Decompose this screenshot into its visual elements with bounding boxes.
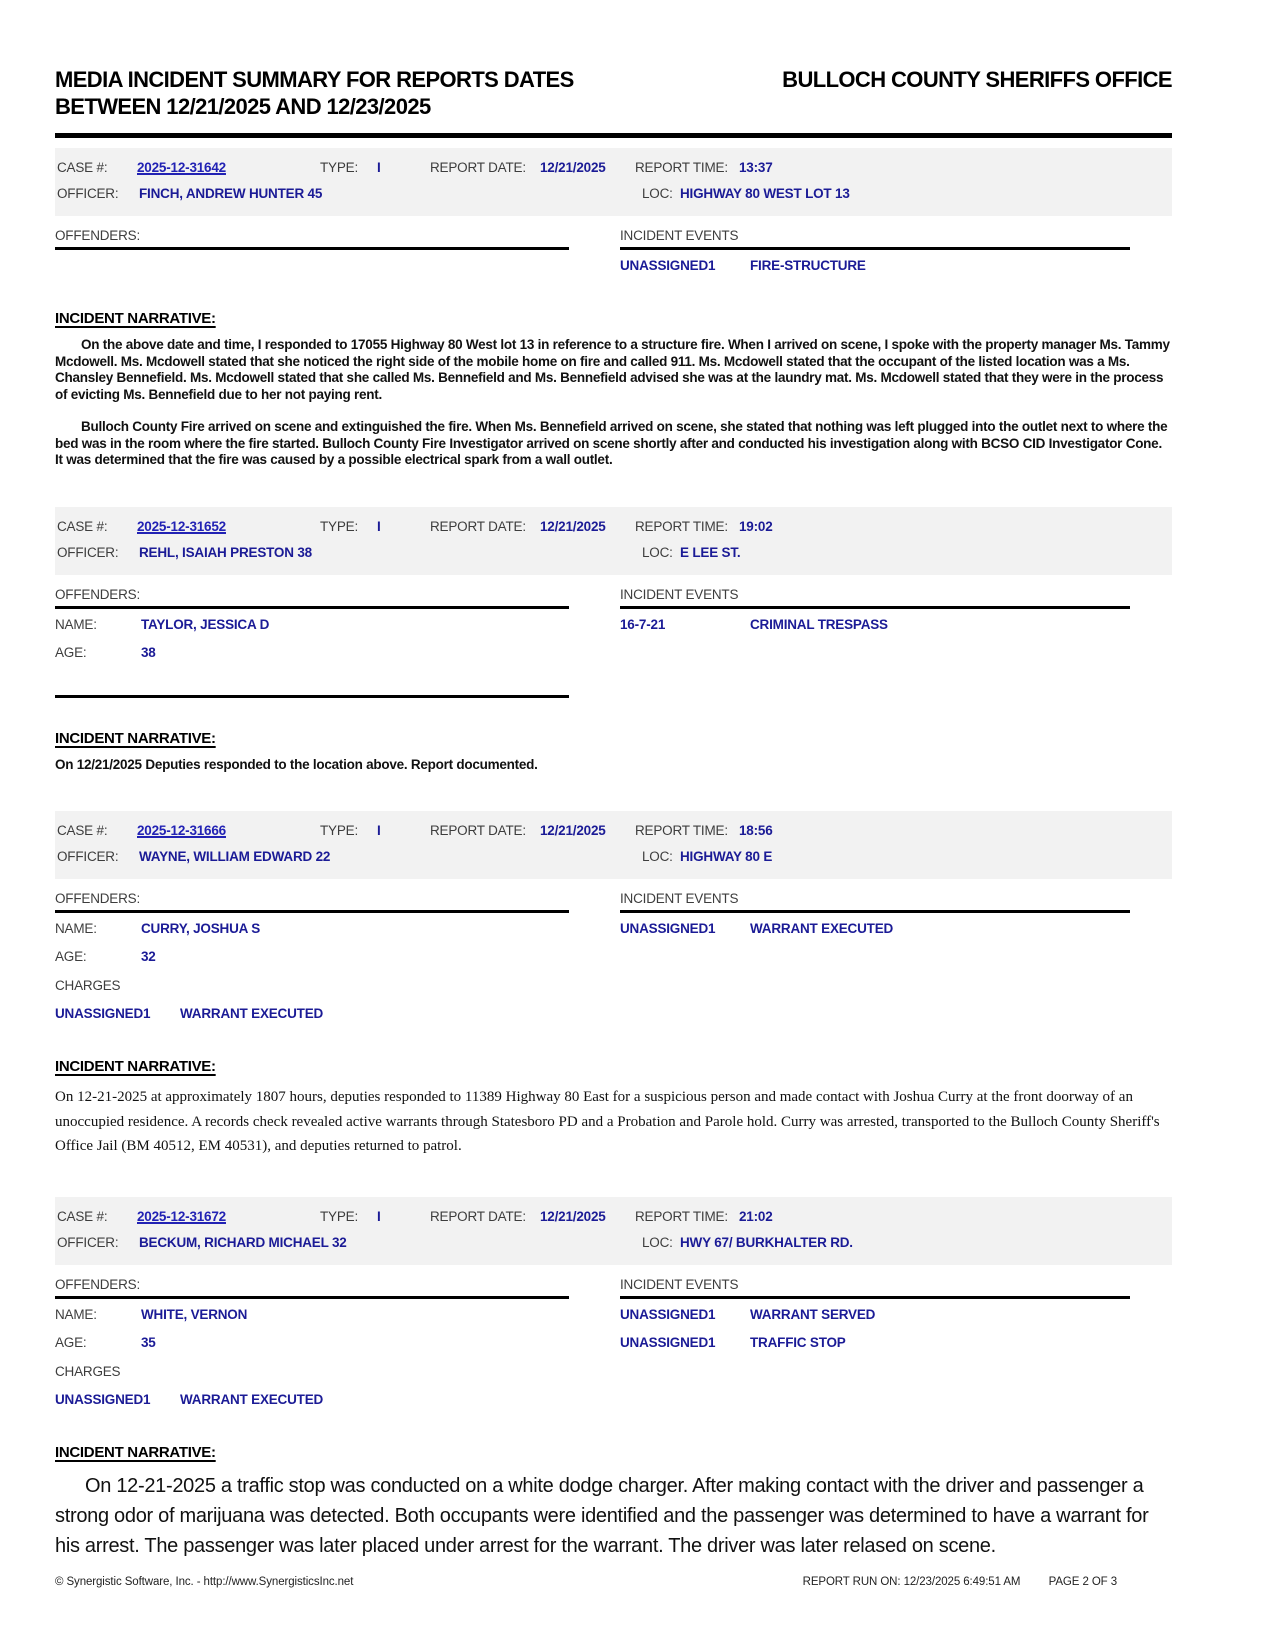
type-label: TYPE: <box>320 518 359 534</box>
offenders-column <box>55 227 620 278</box>
location-label: LOC: <box>642 544 673 560</box>
offender-name-row <box>55 916 620 941</box>
charge-description: WARRANT EXECUTED <box>180 1391 324 1407</box>
case-summary-band <box>55 148 1172 216</box>
report-time-value: 13:37 <box>739 160 773 175</box>
charge-code: UNASSIGNED1 <box>55 1006 151 1021</box>
events-column <box>620 227 1172 278</box>
narrative-paragraph: On 12-21-2025 a traffic stop was conducted on a white dodge charger. After making contact with the driver and passenger a strong odor of marijuana was detected. Both occupants were identified and the passenger was determined to have a warrant for his arrest. The passenger was later placed under arrest for the warrant. The driver was later relased on scene. <box>55 1474 1149 1557</box>
footer-report-run <box>803 1576 1117 1588</box>
location-value: HIGHWAY 80 WEST LOT 13 <box>680 186 850 201</box>
narrative-heading: INCIDENT NARRATIVE: <box>55 729 216 747</box>
name-label: NAME: <box>55 616 97 632</box>
offender-age-row <box>55 944 620 969</box>
event-description: CRIMINAL TRESPASS <box>750 616 888 632</box>
case-summary-band <box>55 1197 1172 1265</box>
report-time-value: 19:02 <box>739 518 773 534</box>
case-block-2 <box>55 507 1172 698</box>
case-number-label: CASE #: <box>57 160 108 175</box>
agency-name: BULLOCH COUNTY SHERIFFS OFFICE <box>782 67 1172 92</box>
offenders-rule <box>55 1296 569 1299</box>
report-time-label: REPORT TIME: <box>635 518 728 534</box>
offenders-rule <box>55 910 569 913</box>
case-number-label: CASE #: <box>57 823 108 838</box>
narrative-heading: INCIDENT NARRATIVE: <box>55 310 216 327</box>
header-rule <box>55 133 1172 138</box>
case-number-link[interactable]: 2025-12-31672 <box>137 1208 226 1224</box>
case-row-2 <box>57 181 1172 207</box>
officer-value: REHL, ISAIAH PRESTON 38 <box>139 544 312 560</box>
offenders-label: OFFENDERS: <box>55 891 141 906</box>
case-block-1 <box>55 148 1172 278</box>
offenders-label: OFFENDERS: <box>55 586 141 602</box>
age-label: AGE: <box>55 644 87 660</box>
offender-name-row <box>55 612 620 637</box>
events-rule <box>620 1296 1130 1299</box>
event-row <box>620 254 1172 278</box>
case-number-link[interactable]: 2025-12-31652 <box>137 518 226 534</box>
case-detail <box>55 586 1172 698</box>
narrative-paragraph: Bulloch County Fire arrived on scene and extinguished the fire. When Ms. Bennefield arrived on scene, she stated that nothing was left plugged into the outlet next to where the bed was in the room where the fire started. Bulloch County Fire Investigator arrived on scene shortly after and conducted his investigation along with BCSO CID Investigator Cone. It was determined that the fire was caused by a possible electrical spark from a wall outlet. <box>55 419 1168 467</box>
offenders-column <box>55 586 620 698</box>
narrative-paragraph: On 12-21-2025 at approximately 1807 hours, deputies responded to 11389 Highway 80 East for a suspicious person and made contact with Joshua Curry at the front doorway of an unoccupied residence. A records check revealed active warrants through Statesboro PD and a Probation and Parole hold. Curry was arrested, transported to the Bulloch County Sheriff's Office Jail (BM 40512, EM 40531), and deputies returned to patrol. <box>55 1089 1160 1154</box>
type-label: TYPE: <box>320 1208 359 1224</box>
charge-row <box>55 1001 620 1026</box>
report-time-value: 18:56 <box>739 823 773 838</box>
officer-label: OFFICER: <box>57 1234 119 1250</box>
event-description: WARRANT EXECUTED <box>750 921 894 936</box>
report-run-label: REPORT RUN ON: <box>802 1576 901 1588</box>
offender-age: 35 <box>141 1334 156 1350</box>
incident-narrative-1 <box>55 310 1172 469</box>
name-label: NAME: <box>55 1306 97 1322</box>
incident-events-label: INCIDENT EVENTS <box>620 1276 739 1292</box>
case-row-2 <box>57 844 1172 870</box>
charges-label: CHARGES <box>55 978 121 993</box>
report-title-line1: MEDIA INCIDENT SUMMARY FOR REPORTS DATES <box>55 67 574 92</box>
offenders-label: OFFENDERS: <box>55 228 141 243</box>
events-column <box>620 586 1172 698</box>
location-value: HIGHWAY 80 E <box>680 849 773 864</box>
case-number-link[interactable]: 2025-12-31642 <box>137 160 226 175</box>
incident-narrative-4 <box>55 1444 1172 1561</box>
case-detail <box>55 1276 1172 1412</box>
incident-narrative-2 <box>55 730 1172 774</box>
location-value: HWY 67/ BURKHALTER RD. <box>680 1234 853 1250</box>
officer-value: WAYNE, WILLIAM EDWARD 22 <box>139 849 331 864</box>
event-row <box>620 613 1172 637</box>
case-number-link[interactable]: 2025-12-31666 <box>137 823 226 838</box>
events-column <box>620 1276 1172 1412</box>
offenders-column <box>55 1276 620 1412</box>
offenders-rule <box>55 247 569 250</box>
case-row-1 <box>57 818 1172 844</box>
narrative-text <box>55 1471 1172 1561</box>
case-row-1 <box>57 1204 1172 1230</box>
report-time-value: 21:02 <box>739 1208 773 1224</box>
officer-label: OFFICER: <box>57 186 119 201</box>
events-column <box>620 890 1172 1026</box>
officer-label: OFFICER: <box>57 544 119 560</box>
incident-events-label: INCIDENT EVENTS <box>620 228 739 243</box>
officer-label: OFFICER: <box>57 849 119 864</box>
case-row-2 <box>57 540 1172 566</box>
offender-name-row <box>55 1302 620 1327</box>
case-detail <box>55 227 1172 278</box>
offender-age: 32 <box>141 949 156 964</box>
case-summary-band <box>55 811 1172 879</box>
case-block-4 <box>55 1197 1172 1412</box>
event-row <box>620 917 1172 941</box>
offender-age-row <box>55 640 620 665</box>
event-code: 16-7-21 <box>620 616 666 632</box>
type-value: I <box>377 160 381 175</box>
location-value: E LEE ST. <box>680 544 741 560</box>
name-label: NAME: <box>55 921 97 936</box>
location-label: LOC: <box>642 1234 673 1250</box>
narrative-paragraph: On the above date and time, I responded to 17055 Highway 80 West lot 13 in reference to a structure fire. When I arrived on scene, I spoke with the property manager Ms. Tammy Mcdowell. Ms. Mcdowell stated that she noticed the right side of the mobile home on fire and called 911. Ms. Mcdowell stated that the occupant of the listed location was a Ms. Chansley Bennefield. Ms. Mcdowell stated that she called Ms. Bennefield and Ms. Bennefield advised she was at the laundry mat. Ms. Mcdowell stated that they were in the process of evicting Ms. Bennefield due to her not paying rent. <box>55 337 1170 402</box>
report-date-value: 12/21/2025 <box>540 823 606 838</box>
age-label: AGE: <box>55 949 87 964</box>
location-label: LOC: <box>642 186 673 201</box>
type-value: I <box>377 823 381 838</box>
type-label: TYPE: <box>320 823 359 838</box>
case-number-label: CASE #: <box>57 518 108 534</box>
offenders-label: OFFENDERS: <box>55 1276 141 1292</box>
event-code: UNASSIGNED1 <box>620 921 716 936</box>
narrative-paragraph: On 12/21/2025 Deputies responded to the location above. Report documented. <box>55 756 538 772</box>
report-date-value: 12/21/2025 <box>540 160 606 175</box>
location-label: LOC: <box>642 849 673 864</box>
event-description: WARRANT SERVED <box>750 1306 876 1322</box>
offenders-closing-rule <box>55 695 569 698</box>
case-block-3 <box>55 811 1172 1026</box>
event-description: TRAFFIC STOP <box>750 1334 846 1350</box>
report-header <box>55 66 1172 120</box>
officer-value: BECKUM, RICHARD MICHAEL 32 <box>139 1234 347 1250</box>
charges-label: CHARGES <box>55 1363 121 1379</box>
incident-events-label: INCIDENT EVENTS <box>620 891 739 906</box>
report-time-label: REPORT TIME: <box>635 160 728 175</box>
charge-code: UNASSIGNED1 <box>55 1391 151 1407</box>
age-label: AGE: <box>55 1334 87 1350</box>
offender-age-row <box>55 1330 620 1355</box>
report-time-label: REPORT TIME: <box>635 1208 728 1224</box>
case-row-1 <box>57 514 1172 540</box>
event-code: UNASSIGNED1 <box>620 1306 716 1322</box>
event-row <box>620 1303 1172 1327</box>
events-rule <box>620 606 1130 609</box>
offenders-rule <box>55 606 569 609</box>
report-date-value: 12/21/2025 <box>540 1208 606 1224</box>
case-summary-band <box>55 507 1172 575</box>
report-date-label: REPORT DATE: <box>430 518 526 534</box>
report-time-label: REPORT TIME: <box>635 823 728 838</box>
case-row-2 <box>57 1230 1172 1256</box>
narrative-text <box>55 757 1172 774</box>
narrative-heading: INCIDENT NARRATIVE: <box>55 1443 216 1461</box>
offender-name: TAYLOR, JESSICA D <box>141 616 270 632</box>
offender-age: 38 <box>141 644 156 660</box>
report-run-datetime: 12/23/2025 6:49:51 AM <box>903 1576 1021 1588</box>
case-detail <box>55 890 1172 1026</box>
narrative-heading: INCIDENT NARRATIVE: <box>55 1058 216 1075</box>
event-row <box>620 1331 1172 1355</box>
report-title-line2: BETWEEN 12/21/2025 AND 12/23/2025 <box>55 94 431 119</box>
case-number-label: CASE #: <box>57 1208 108 1224</box>
offenders-column <box>55 890 620 1026</box>
footer-page-number: PAGE 2 OF 3 <box>1048 1576 1117 1588</box>
incident-narrative-3 <box>55 1058 1172 1159</box>
event-code: UNASSIGNED1 <box>620 1334 716 1350</box>
report-date-label: REPORT DATE: <box>430 823 526 838</box>
case-row-1 <box>57 155 1172 181</box>
page-footer <box>55 1576 1117 1588</box>
narrative-text <box>55 337 1172 469</box>
type-value: I <box>377 1208 381 1224</box>
charge-description: WARRANT EXECUTED <box>180 1006 324 1021</box>
report-date-value: 12/21/2025 <box>540 518 606 534</box>
officer-value: FINCH, ANDREW HUNTER 45 <box>139 186 323 201</box>
footer-copyright: © Synergistic Software, Inc. - http://www.SynergisticsInc.net <box>55 1576 354 1588</box>
events-rule <box>620 247 1130 250</box>
charge-row <box>55 1387 620 1412</box>
events-rule <box>620 910 1130 913</box>
type-value: I <box>377 518 381 534</box>
report-title <box>55 66 574 120</box>
narrative-text <box>55 1085 1172 1159</box>
incident-events-label: INCIDENT EVENTS <box>620 586 739 602</box>
offender-name: CURRY, JOSHUA S <box>141 921 261 936</box>
report-date-label: REPORT DATE: <box>430 1208 526 1224</box>
type-label: TYPE: <box>320 160 359 175</box>
event-code: UNASSIGNED1 <box>620 258 716 273</box>
offender-name: WHITE, VERNON <box>141 1306 248 1322</box>
report-date-label: REPORT DATE: <box>430 160 526 175</box>
event-description: FIRE-STRUCTURE <box>750 258 866 273</box>
